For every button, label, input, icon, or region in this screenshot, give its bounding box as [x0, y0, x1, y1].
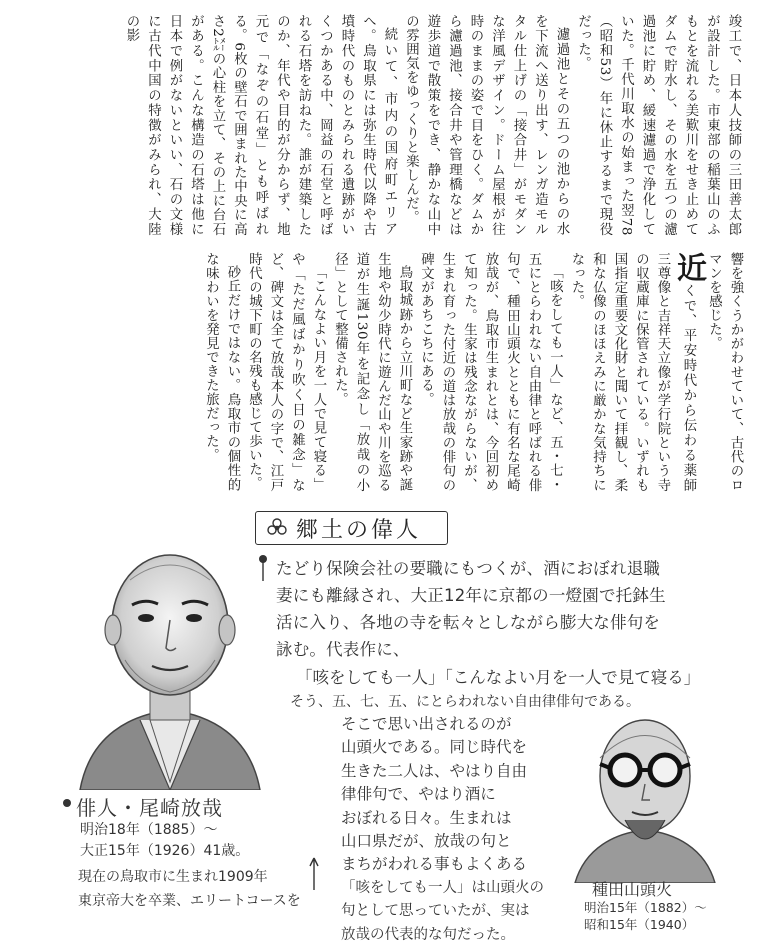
santoka-note-line: 律俳句で、やはり酒に: [341, 785, 496, 804]
illustration-title-box: [255, 511, 448, 545]
santoka-dates-line: 昭和15年（1940）: [584, 917, 695, 932]
santoka-note-line: まちがわれる事もよくある: [341, 855, 528, 874]
article-paragraph: 響を強くうかがわせていて、古代のロマンを感じた。: [706, 252, 743, 492]
article-lower-column: [58, 252, 746, 492]
santoka-note-line: 山口県だが、放哉の句と: [341, 832, 512, 850]
note-top-line: 活に入り、各地の寺を転々としながら膨大な俳句を: [276, 613, 661, 632]
drop-cap: 近: [671, 252, 706, 284]
article-paragraph: 濾過池とその五つの池からの水を下流へ送り出す、レンガ造モルタル仕上げの「接合井」がモダンな洋風デザイン。ドーム屋根が往時のままの姿で目をひく。ダムから濾過池、接合井や管理橋などは遊歩道で散策をでき、静かな山中の雰囲気をゆっくりと楽しんだ。: [403, 14, 569, 236]
santoka-dates-line: 明治15年（1882）〜: [584, 900, 707, 915]
santoka-name: 種田山頭火: [592, 880, 673, 899]
santoka-note-line: そこで思い出されるのが: [341, 715, 512, 733]
note-top-line: 妻にも離縁され、大正12年に京都の一燈園で托鉢生: [276, 586, 666, 605]
pointer-icon: [258, 553, 268, 581]
article-paragraph: 「こんなよい月を一人で見て寝る」や「ただ風ばかり吹く日の雑念」など、碑文は全て放哉本人の字で、江戸時代の城下町の名残も感じて歩いた。: [246, 252, 326, 492]
haiku-note: そう、五、七、五、にとらわれない自由律俳句である。: [290, 694, 640, 710]
arrow-up-icon: [308, 856, 320, 892]
ozaki-dates-line: 明治18年（1885）〜: [80, 822, 218, 838]
article-paragraph: 鳥取城跡から立川町など生家跡や誕生地や幼少時代に遊んだ山や川を巡る道が生誕130年を記念し「放哉の小径」として整備された。: [332, 252, 412, 492]
santoka-portrait: [570, 708, 720, 883]
ozaki-name: 俳人・尾崎放哉: [76, 796, 223, 820]
santoka-note-line: 句として思っていたが、実は: [341, 903, 530, 920]
dropcap-paragraph-text: くで、平安時代から伝わる薬師三尊像と吉祥天立像が学行院という寺の収蔵庫に保管されている。いずれも国指定重要文化財と聞いて拝観し、柔和な仏像のほほえみに厳かな気持ちになった。: [569, 252, 696, 492]
santoka-note-line: 山頭火である。同じ時代を: [341, 738, 528, 757]
illustration-title: 郷土の偉人: [296, 517, 422, 543]
santoka-note-line: 放哉の代表的な句だった。: [341, 926, 515, 943]
famous-haiku: 「咳をしても一人」「こんなよい月を一人で見て寝る」: [296, 668, 701, 687]
santoka-note-line: 生きた二人は、やはり自由: [341, 761, 528, 780]
article-paragraph: [566, 252, 704, 492]
article-paragraph: 砂丘だけではない。鳥取市の個性的な味わいを発見できた旅だった。: [203, 252, 240, 492]
ozaki-bio-line: 現在の鳥取市に生まれ1909年: [78, 869, 268, 885]
article-upper-column: [60, 14, 744, 236]
bullet-icon: [62, 798, 72, 808]
note-top-line: たどり保険会社の要職にもつくが、酒におぼれ退職: [276, 559, 661, 578]
note-top-line: 詠む。代表作に、: [276, 640, 410, 659]
article-paragraph: 続いて、市内の国府町エリアへ。鳥取県には弥生時代以降や古墳時代のものとみられる遺跡がいくつかある中、岡益の石堂と呼ばれる石塔を訪ねた。誰が建築したのか、年代や目的が分からず、地元で「なぞの石堂」とも呼ばれる。6枚の壁石で囲まれた中央に高さ2㍍の心柱を立て、その上に台石がある。こんな構造の石塔は他に日本で例がないといい、石の文様に古代中国の特徴がみられ、大陸の影: [124, 14, 397, 236]
article-paragraph: 竣工で、日本人技師の三田善太郎が設計した。市東部の稲葉山のふもとを流れる美歎川をせき止めてダムで貯水し、その水を五つの濾過池に貯め、緩速濾過で浄化していた。千代川取水の始まった翌78（昭和53）年に休止するまで現役だった。: [575, 14, 741, 236]
santoka-note-line: おぼれる日々。生まれは: [341, 808, 512, 827]
ozaki-bio-line: 東京帝大を卒業、エリートコースを: [78, 893, 301, 909]
santoka-note-line: 「咳をしても一人」は山頭火の: [341, 879, 544, 896]
ozaki-hosai-portrait: [70, 520, 270, 790]
article-paragraph: 「咳をしても一人」など、五・七・五にとらわれない自由律と呼ばれる俳句で、種田山頭火とともに有名な尾崎放哉が、鳥取市生まれとは、今回初めて知った。生家は残念ながらないが、生まれ育った付近の道は放哉の俳句の碑文があちこちにある。: [418, 252, 563, 492]
ozaki-dates-line: 大正15年（1926）41歳。: [80, 843, 250, 859]
